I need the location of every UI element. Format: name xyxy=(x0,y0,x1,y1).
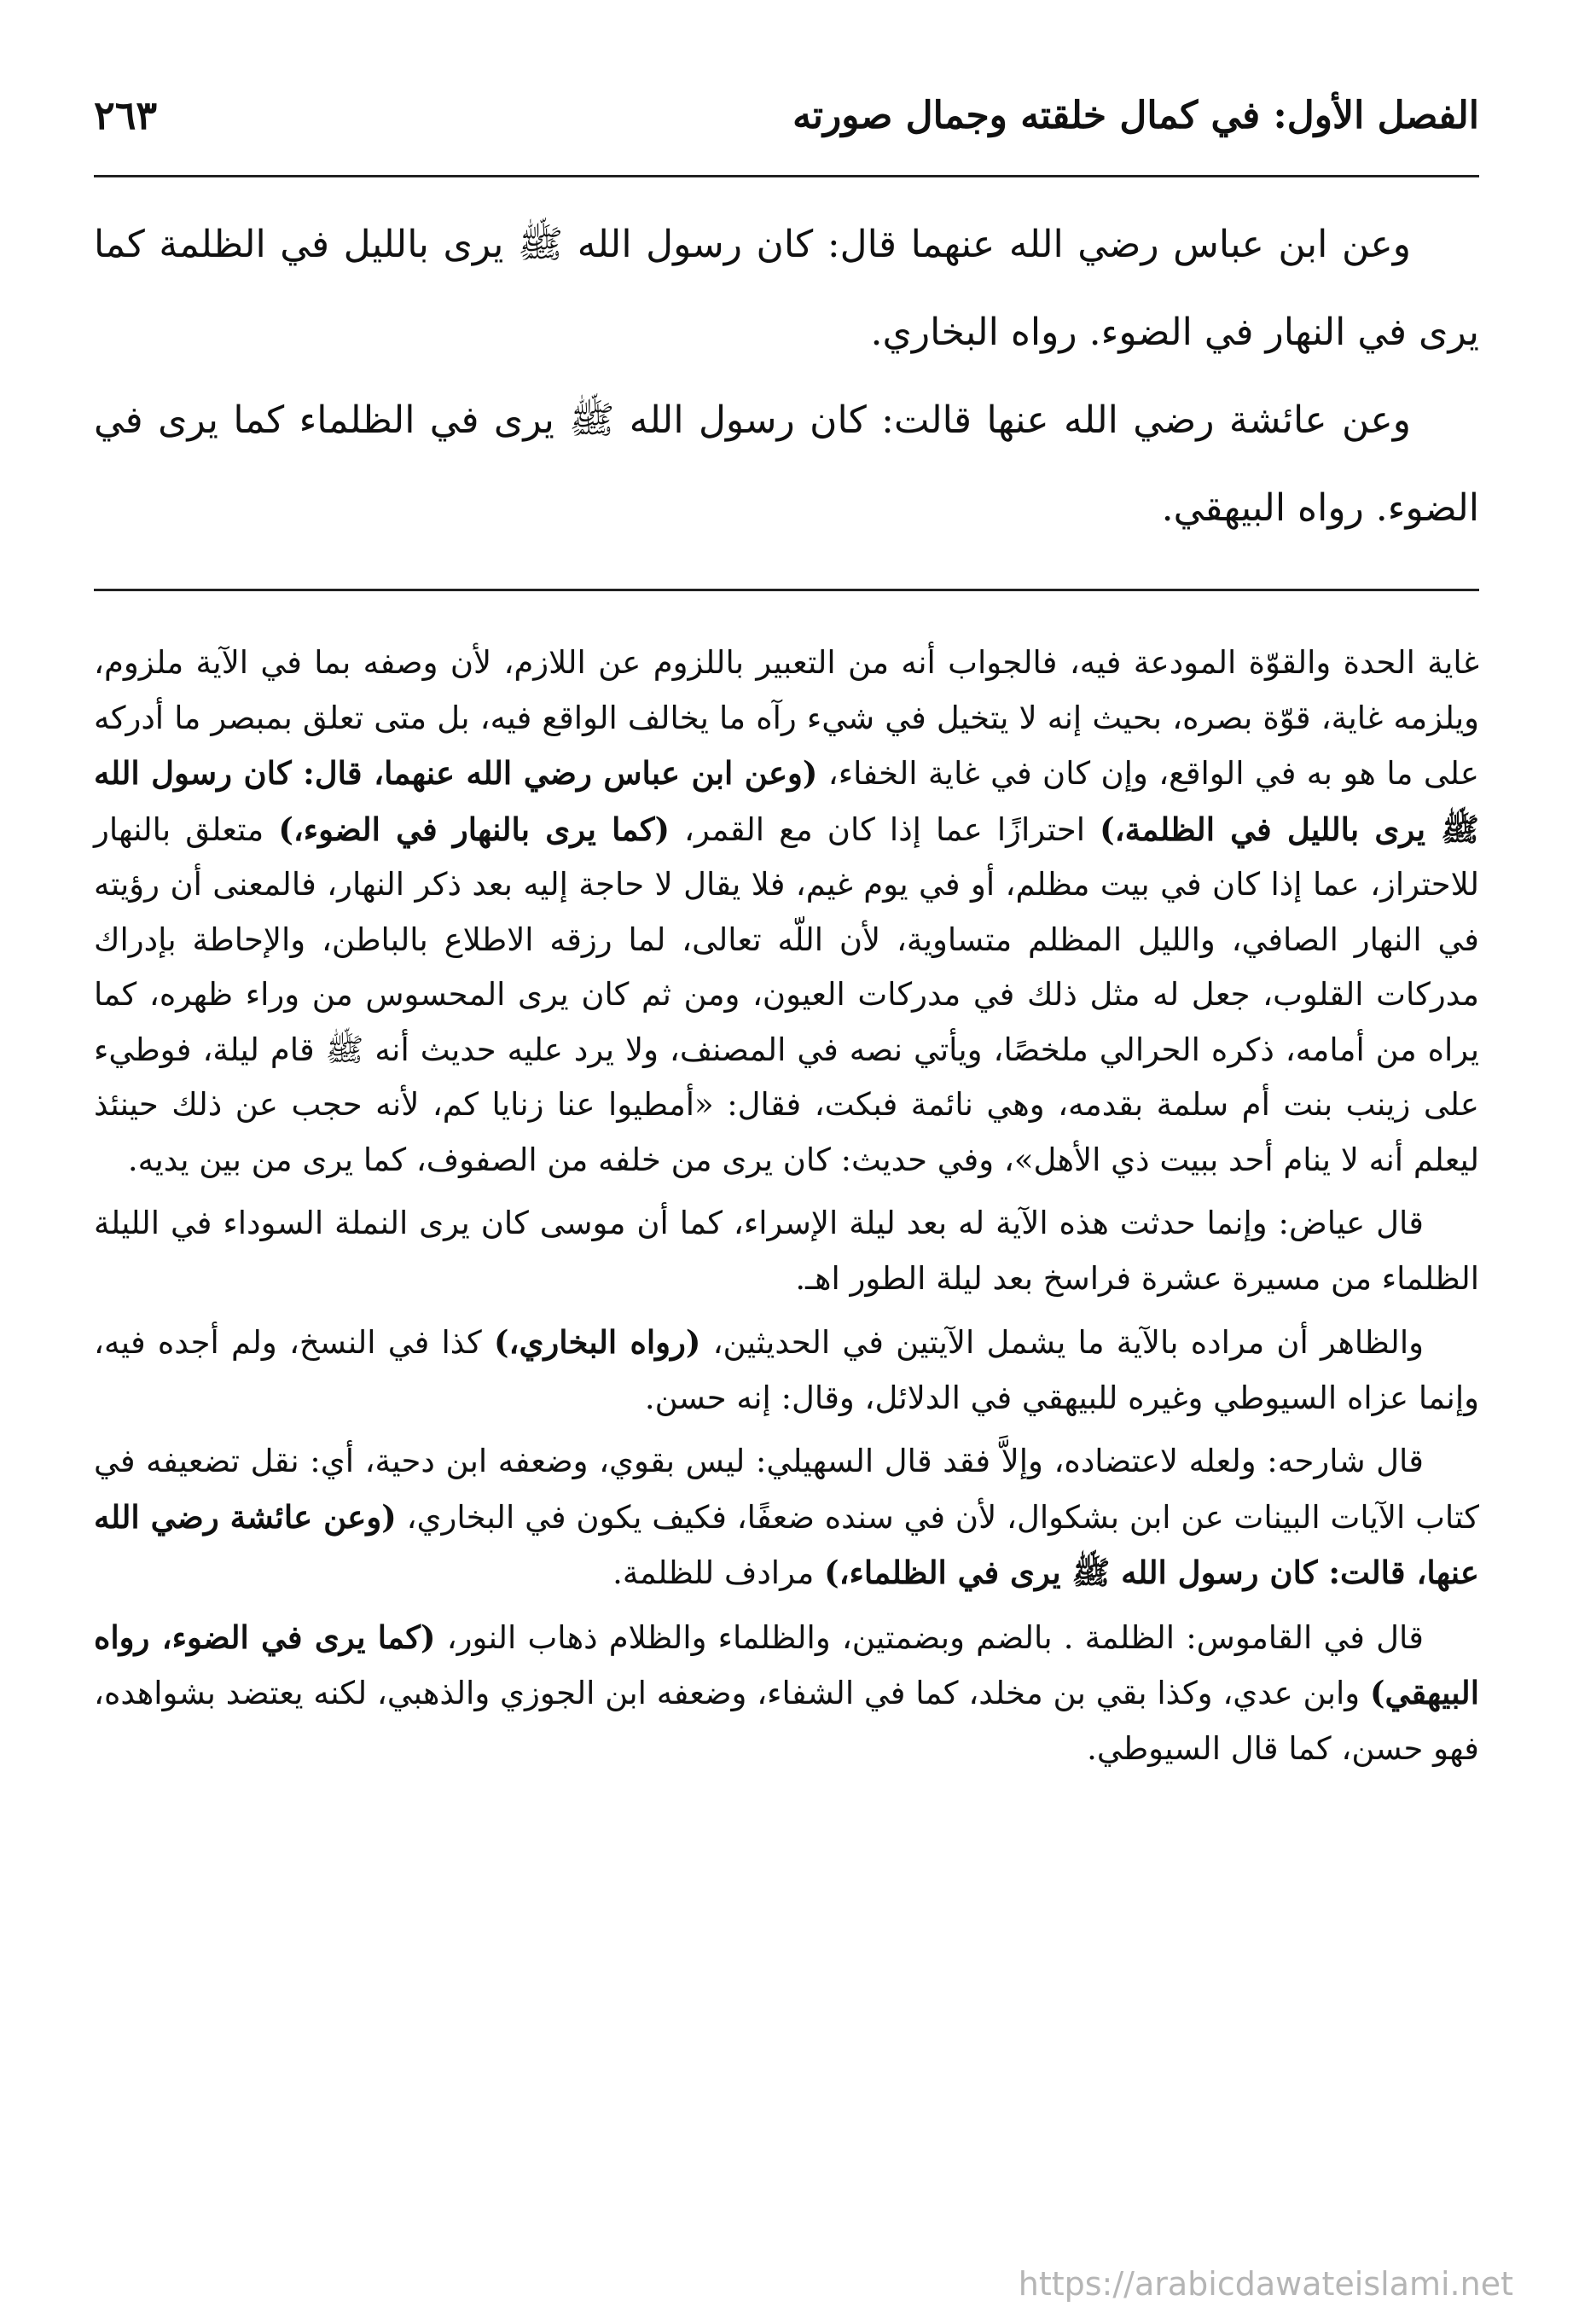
page-number: ٢٦٣ xyxy=(94,92,158,138)
commentary-span: قال في القاموس: الظلمة . بالضم وبضمتين، والظلماء والظلام ذهاب النور، xyxy=(435,1618,1424,1656)
header-rule xyxy=(94,175,1479,177)
commentary-span: قال شارحه: ولعله لاعتضاده، وإلاَّ فقد قال السهيلي: ليس بقوي، وضعفه ابن دحية، أي: نقل تضعيفه في كتاب الآيات البينات عن ابن بشكوال، لأن في سنده ضعفًا، فكيف يكون في البخاري، xyxy=(94,1443,1479,1536)
hadith-text xyxy=(94,200,1479,552)
commentary-text xyxy=(94,636,1479,1785)
quoted-matn: (كما يرى بالنهار في الضوء،) xyxy=(278,810,670,848)
quoted-matn: (رواه البخاري،) xyxy=(494,1323,701,1361)
commentary-separator xyxy=(94,589,1479,591)
commentary-span: والظاهر أن مراده بالآية ما يشمل الآيتين في الحديثين، xyxy=(700,1324,1424,1361)
quoted-matn: (وعن ابن عباس رضي الله عنهما، قال: كان رسول الله ﷺ يرى بالليل في الظلمة،) xyxy=(94,754,1479,848)
commentary-span: احترازًا عما إذا كان مع القمر، xyxy=(669,810,1100,848)
quoted-matn: (وعن عائشة رضي الله عنها، قالت: كان رسول الله ﷺ يرى في الظلماء،) xyxy=(94,1497,1479,1591)
commentary-span: متعلق بالنهار للاحتراز، عما إذا كان في بيت مظلم، أو في يوم غيم، فلا يقال لا حاجة إليه بعد ذكر النهار، فالمعنى أن رؤيته في النهار الصافي، والليل المظلم متساوية، لأن اللّه تعالى، لما رزقه الاطلاع بالباطن، والإحاطة بإدراك مدركات القلوب، جعل له مثل ذلك في مدركات العيون، ومن ثم كان يرى المحسوس من وراء ظهره، كما يراه من أمامه، ذكره الحرالي ملخصًا، ويأتي نصه في المصنف، ولا يرد عليه حديث أنه ﷺ قام ليلة، فوطيء على زينب بنت أم سلمة بقدمه، وهي نائمة فبكت، فقال: «أمطيوا عنا زنايا كم، لأنه حجب عن ذلك حينئذ ليعلم أنه لا ينام أحد ببيت ذي الأهل»، وفي حديث: كان يرى من خلفه من الصفوف، كما يرى من بين يديه. xyxy=(94,810,1479,1178)
commentary-span: وابن عدي، وكذا بقي بن مخلد، كما في الشفاء، وضعفه ابن الجوزي والذهبي، لكنه يعتضد بشواهده، فهو حسن، كما قال السيوطي. xyxy=(94,1675,1479,1767)
watermark-url: https://arabicdawateislami.net xyxy=(1018,2265,1513,2303)
commentary-paragraph xyxy=(94,1434,1479,1601)
commentary-span: غاية الحدة والقوّة المودعة فيه، فالجواب أنه من التعبير باللزوم عن اللازم، لأن وصفه بما في الآية ملزوم، ويلزمه غاية، قوّة بصره، بحيث إنه لا يتخيل في شيء رآه ما يخالف الواقع فيه، بل متى تعلق بمبصر ما أدركه على ما هو به في الواقع، وإن كان في غاية الخفاء، xyxy=(94,644,1479,792)
commentary-paragraph xyxy=(94,1315,1479,1426)
hadith-paragraph: وعن ابن عباس رضي الله عنهما قال: كان رسول الله ﷺ يرى بالليل في الظلمة كما يرى في النهار في الضوء. رواه البخاري. xyxy=(94,223,1479,354)
commentary-paragraph: قال عياض: وإنما حدثت هذه الآية له بعد ليلة الإسراء، كما أن موسى كان يرى النملة السوداء في الليلة الظلماء من مسيرة عشرة فراسخ بعد ليلة الطور اهـ. xyxy=(94,1205,1479,1297)
quoted-matn: (كما يرى في الضوء، رواه البيهقي) xyxy=(94,1618,1479,1711)
commentary-span: مرادف للظلمة. xyxy=(612,1554,825,1591)
chapter-title: الفصل الأول: في كمال خلقته وجمال صورته xyxy=(792,93,1479,137)
commentary-paragraph xyxy=(94,636,1479,1188)
hadith-paragraph: وعن عائشة رضي الله عنها قالت: كان رسول الله ﷺ يرى في الظلماء كما يرى في الضوء. رواه البيهقي. xyxy=(94,398,1479,530)
page-header xyxy=(94,81,1479,149)
commentary-paragraph xyxy=(94,1610,1479,1777)
commentary-span: كذا في النسخ، ولم أجده فيه، وإنما عزاه السيوطي وغيره للبيهقي في الدلائل، وقال: إنه حسن. xyxy=(94,1324,1479,1416)
